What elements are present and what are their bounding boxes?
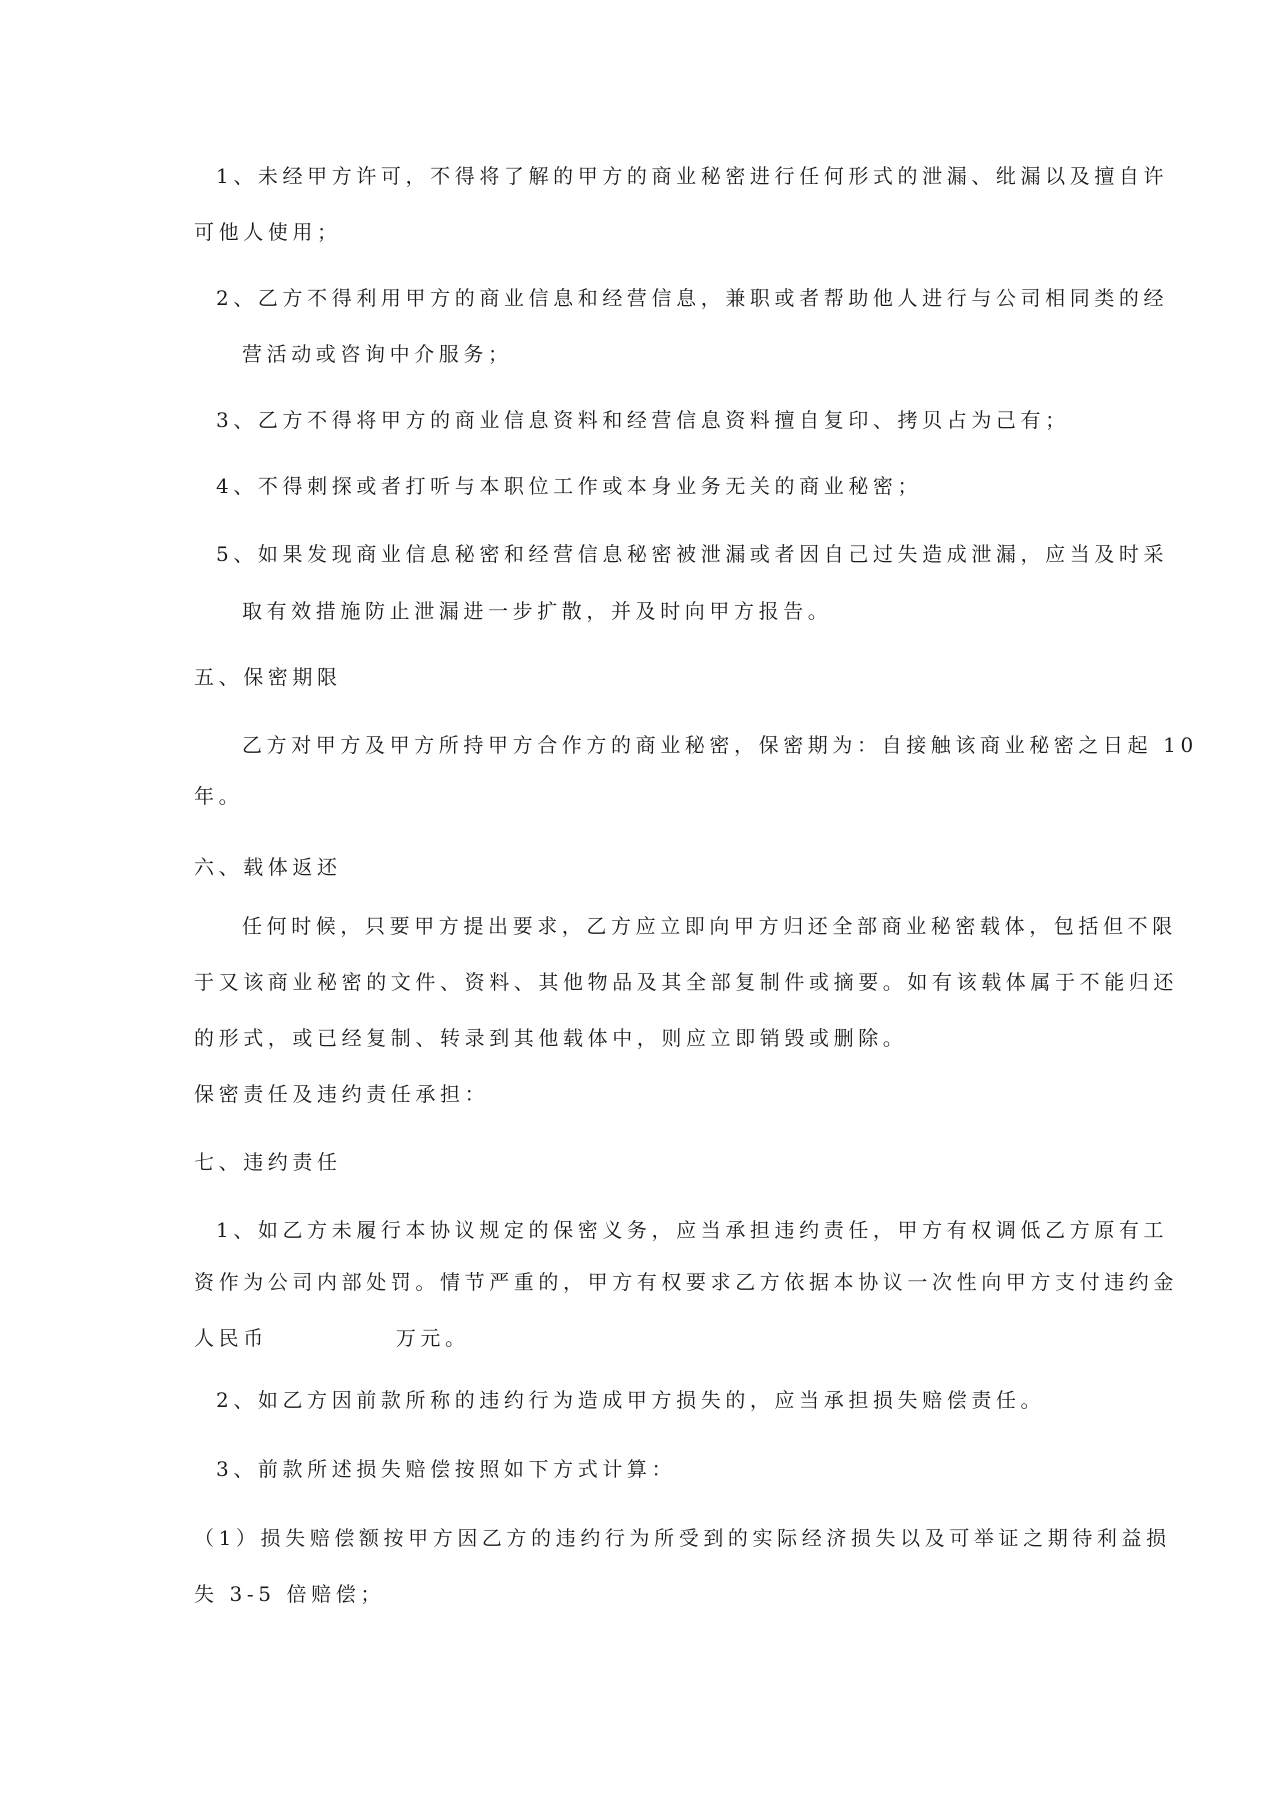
- section-7-item-3-sub-1-cont: 失 3-5 倍赔偿；: [194, 1582, 385, 1606]
- section-6-body-2: 于又该商业秘密的文件、资料、其他物品及其全部复制件或摘要。如有该载体属于不能归还: [194, 970, 1178, 994]
- clause-4-item-5-cont: 取有效措施防止泄漏进一步扩散，并及时向甲方报告。: [242, 599, 833, 623]
- section-6-heading: 六、载体返还: [194, 855, 342, 879]
- clause-4-item-4: 4、不得刺探或者打听与本职位工作或本身业务无关的商业秘密；: [216, 474, 923, 498]
- clause-4-item-2-cont: 营活动或咨询中介服务；: [242, 342, 513, 366]
- clause-4-item-1-cont: 可他人使用；: [194, 220, 342, 244]
- section-7-item-1-cont: 资作为公司内部处罚。情节严重的，甲方有权要求乙方依据本协议一次性向甲方支付违约金: [194, 1270, 1178, 1294]
- section-7-item-1: 1、如乙方未履行本协议规定的保密义务，应当承担违约责任，甲方有权调低乙方原有工: [216, 1218, 1169, 1242]
- section-6-body-1: 任何时候，只要甲方提出要求，乙方应立即向甲方归还全部商业秘密载体，包括但不限: [242, 914, 1177, 938]
- liability-subheading: 保密责任及违约责任承担：: [194, 1082, 490, 1106]
- clause-4-item-5: 5、如果发现商业信息秘密和经营信息秘密被泄漏或者因自己过失造成泄漏，应当及时采: [216, 542, 1169, 566]
- section-5-heading: 五、保密期限: [194, 665, 342, 689]
- penalty-suffix: 万元。: [395, 1326, 470, 1350]
- section-5-body: 乙方对甲方及甲方所持甲方合作方的商业秘密，保密期为：自接触该商业秘密之日起 10: [242, 733, 1198, 757]
- section-7-item-3-sub-1: （1）损失赔偿额按甲方因乙方的违约行为所受到的实际经济损失以及可举证之期待利益损: [194, 1526, 1171, 1550]
- section-7-item-2: 2、如乙方因前款所称的违约行为造成甲方损失的，应当承担损失赔偿责任。: [216, 1388, 1046, 1412]
- penalty-amount-line: [194, 1324, 1094, 1352]
- penalty-prefix: 人民币: [194, 1326, 268, 1350]
- section-7-item-3: 3、前款所述损失赔偿按照如下方式计算：: [216, 1457, 677, 1481]
- clause-4-item-1: 1、未经甲方许可，不得将了解的甲方的商业秘密进行任何形式的泄漏、纰漏以及擅自许: [216, 164, 1169, 188]
- section-7-heading: 七、违约责任: [194, 1150, 342, 1174]
- section-5-body-cont: 年。: [194, 784, 244, 808]
- clause-4-item-2: 2、乙方不得利用甲方的商业信息和经营信息，兼职或者帮助他人进行与公司相同类的经: [216, 286, 1169, 310]
- clause-4-item-3: 3、乙方不得将甲方的商业信息资料和经营信息资料擅自复印、拷贝占为己有；: [216, 408, 1070, 432]
- section-6-body-3: 的形式，或已经复制、转录到其他载体中，则应立即销毁或删除。: [194, 1026, 908, 1050]
